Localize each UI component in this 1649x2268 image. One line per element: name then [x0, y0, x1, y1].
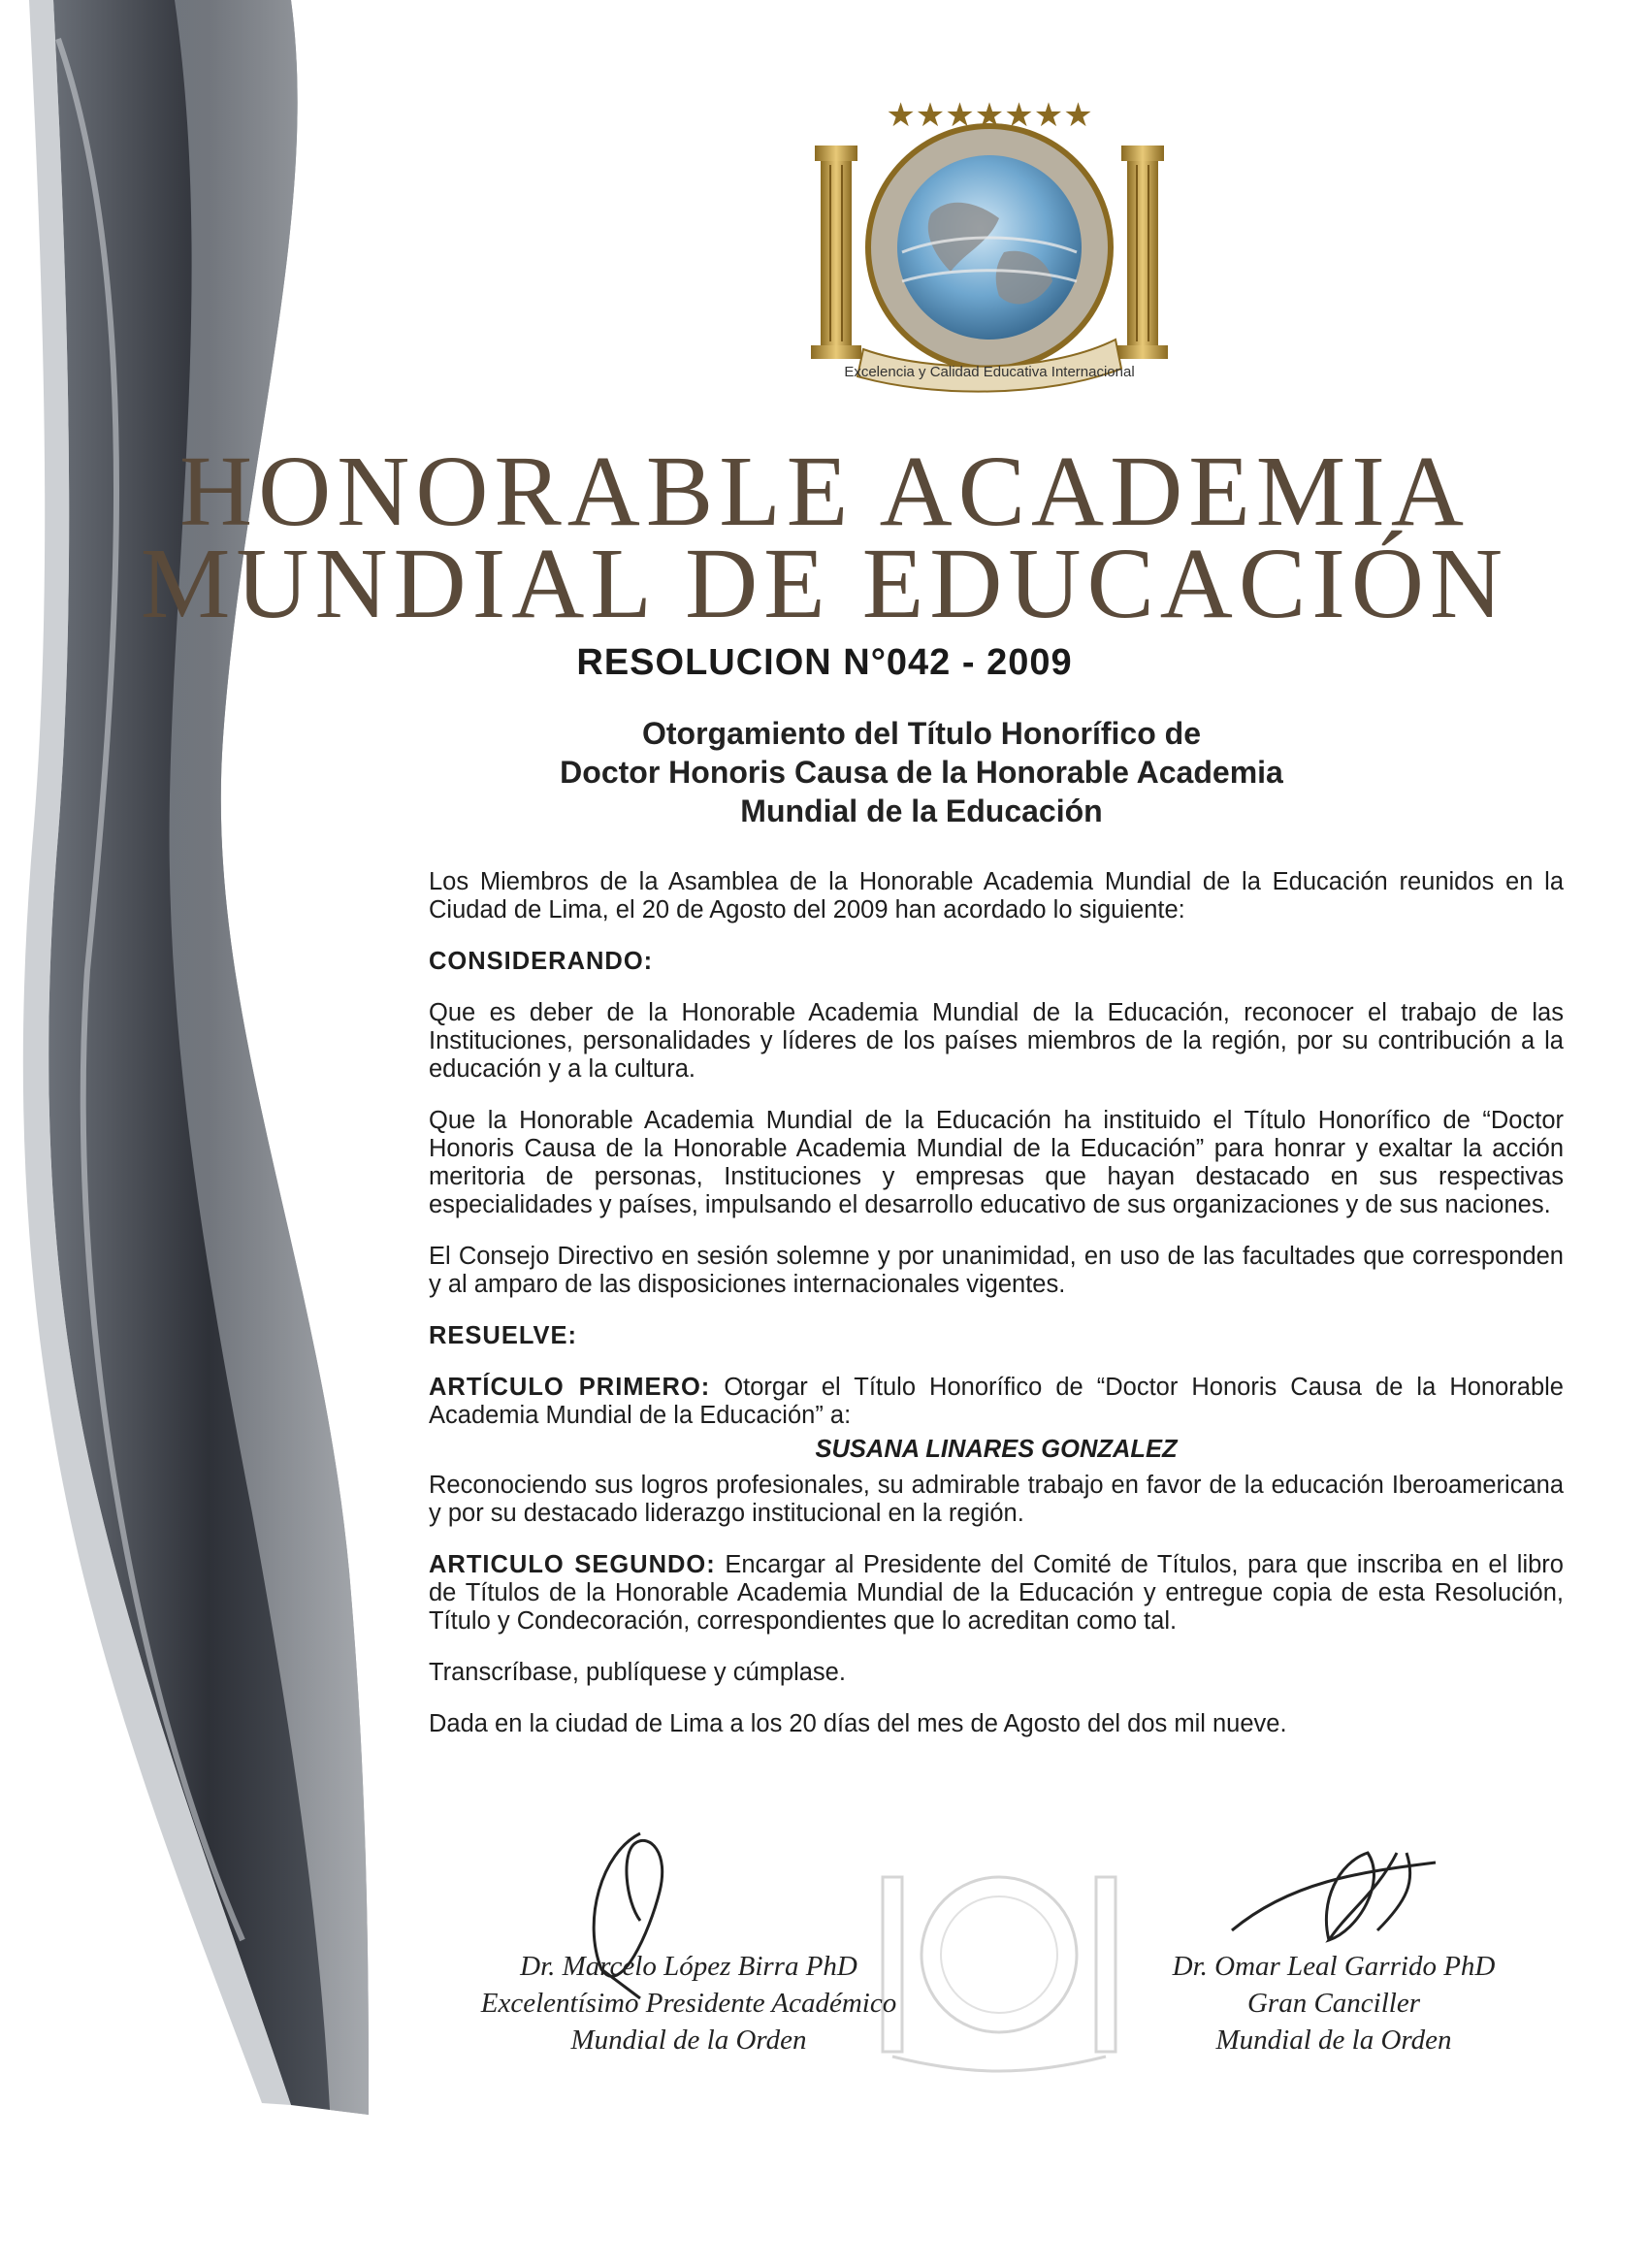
- institution-title-line2: MUNDIAL DE EDUCACIÓN: [140, 528, 1509, 639]
- subtitle-line: Doctor Honoris Causa de la Honorable Academia: [560, 755, 1283, 790]
- considerando-paragraph-2: Que la Honorable Academia Mundial de la Educación ha instituido el Título Honorífico de “Doctor Honoris Causa de la Honorable Academia Mundial de la Educación” para honrar y exaltar la acción meritoria de personas, Instituciones y empresas que hayan destacado en sus respectivas especialidades y países, impulsando el desarrollo educativo de sus organizaciones y de sus naciones.: [429, 1107, 1564, 1218]
- intro-paragraph: Los Miembros de la Asamblea de la Honorable Academia Mundial de la Educación reunidos en la Ciudad de Lima, el 20 de Agosto del 2009 han acordado lo siguiente:: [429, 868, 1564, 923]
- reconocimiento-paragraph: Reconociendo sus logros profesionales, su admirable trabajo en favor de la educación Iberoamericana y por su destacado liderazgo institucional en la región.: [429, 1472, 1564, 1527]
- articulo-primero: [429, 1374, 1564, 1430]
- signer-title: Excelentísimo Presidente Académico: [480, 1988, 897, 2019]
- svg-text:Excelencia y Calidad Educativa: Excelencia y Calidad Educativa Internacional: [844, 364, 1135, 380]
- articulo-segundo-label: ARTICULO SEGUNDO:: [429, 1551, 716, 1578]
- subtitle-line: Otorgamiento del Título Honorífico de: [642, 716, 1201, 751]
- resuelve-heading: RESUELVE:: [429, 1322, 578, 1349]
- articulo-segundo: [429, 1551, 1564, 1636]
- resolution-body: [429, 868, 1564, 1738]
- signer-title: Gran Canciller: [1246, 1988, 1421, 2019]
- globe-icon: [897, 155, 1082, 340]
- considerando-paragraph-3: El Consejo Directivo en sesión solemne y por unanimidad, en uso de las facultades que corresponden y al amparo de las disposiciones internacionales vigentes.: [429, 1243, 1564, 1298]
- considerando-heading: CONSIDERANDO:: [429, 948, 654, 975]
- dada-line: Dada en la ciudad de Lima a los 20 días del mes de Agosto del dos mil nueve.: [429, 1710, 1287, 1737]
- subtitle-line: Mundial de la Educación: [740, 794, 1103, 828]
- document-subtitle: [388, 714, 1455, 830]
- articulo-segundo-text: Encargar al Presidente del Comité de Títulos, para que inscriba en el libro de Títulos de la Honorable Academia Mundial de la Educación y entregue copia de esta Resolución, Título y Condecoración, correspondientes que lo acreditan como tal.: [429, 1551, 1564, 1635]
- signer-name: Dr. Omar Leal Garrido PhD: [1172, 1951, 1496, 1982]
- academy-logo: [757, 87, 1222, 456]
- signer-name: Dr. Marcelo López Birra PhD: [520, 1951, 857, 1982]
- signature-block-left: [446, 1948, 931, 2058]
- considerando-paragraph-1: Que es deber de la Honorable Academia Mundial de la Educación, reconocer el trabajo de las Instituciones, personalidades y líderes de los países miembros de la región, por su contribución a la educación y a la cultura.: [429, 999, 1564, 1083]
- honoree-name: SUSANA LINARES GONZALEZ: [815, 1436, 1178, 1463]
- stars: [886, 97, 1092, 134]
- resolution-number: RESOLUCION N°042 - 2009: [576, 642, 1073, 683]
- institution-title-line1: HONORABLE ACADEMIA: [179, 436, 1470, 547]
- transcribase-line: Transcríbase, publíquese y cúmplase.: [429, 1659, 846, 1686]
- column-right: [1117, 146, 1168, 359]
- articulo-primero-text: Otorgar el Título Honorífico de “Doctor Honoris Causa de la Honorable Academia Mundial de la Educación” a:: [429, 1374, 1564, 1429]
- articulo-primero-label: ARTÍCULO PRIMERO:: [429, 1374, 711, 1401]
- signature-block-right: [1116, 1948, 1552, 2058]
- svg-text:★★★★★★★: ★★★★★★★: [886, 97, 1093, 134]
- signer-org: Mundial de la Orden: [1215, 2025, 1452, 2056]
- column-left: [811, 146, 861, 359]
- decorative-swoosh: [0, 0, 407, 2268]
- signer-org: Mundial de la Orden: [570, 2025, 807, 2056]
